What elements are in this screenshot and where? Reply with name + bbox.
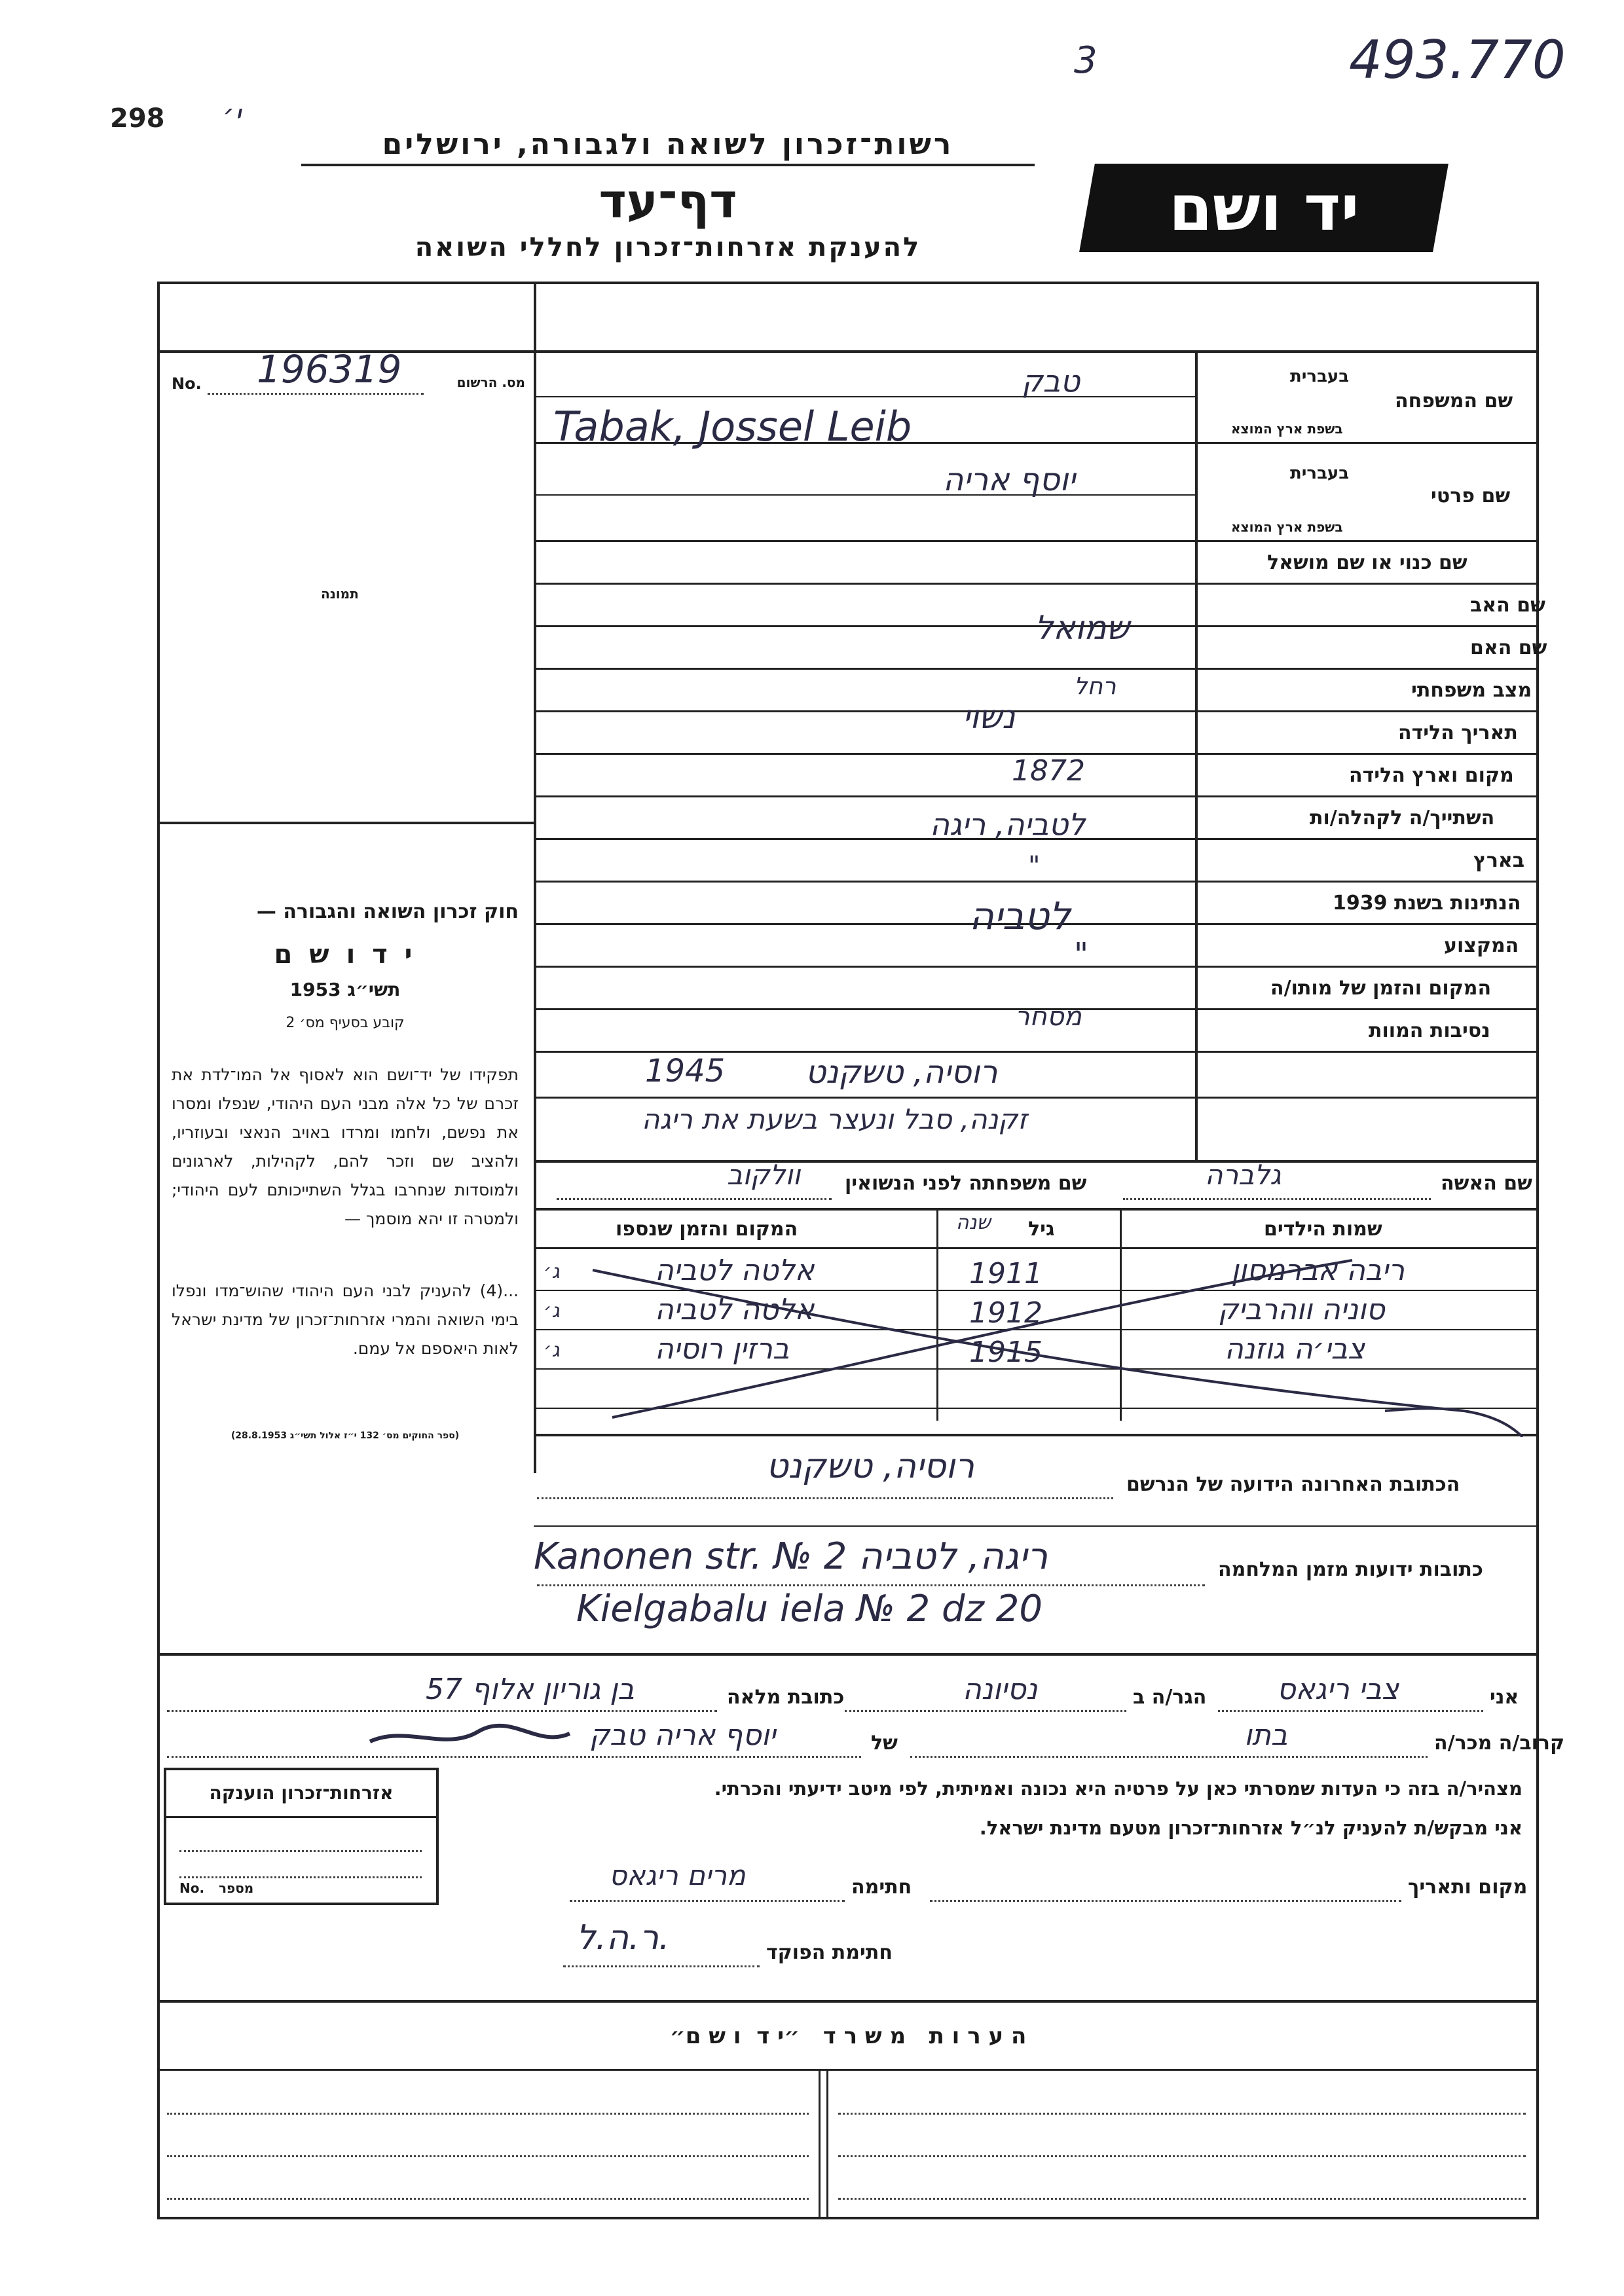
death-year-value[interactable]: 1945 <box>645 1053 726 1089</box>
rule <box>534 1160 1539 1163</box>
nickname-label: שם כנוי או שם מושאל <box>1267 551 1467 574</box>
declarant-ani-label: אני <box>1490 1686 1519 1709</box>
maiden-value[interactable]: וולקוב <box>727 1159 801 1191</box>
residing-label: הגר/ה ב <box>1133 1686 1207 1709</box>
birth-place-value[interactable]: לטביה, ריגה <box>930 807 1086 842</box>
grant-number-he: מספר <box>219 1880 254 1896</box>
birth-date-value[interactable]: 1872 <box>1012 754 1085 788</box>
profession-label: המקצוע <box>1444 934 1519 957</box>
maiden-name-label: שם משפחתה לפני הנשואין <box>845 1172 1087 1195</box>
rule <box>534 668 1539 670</box>
wife-label: שם האשה <box>1441 1172 1532 1195</box>
children-age-note: שנה <box>956 1211 991 1234</box>
death-place-label: המקום והזמן של מותו/ה <box>1270 977 1492 1000</box>
registration-label-en: No. <box>172 374 202 393</box>
wife-value[interactable]: גלברה <box>1205 1159 1282 1191</box>
remarks-title: ה ע ר ו ת מ ש ר ד ״י ד ו ש ם״ <box>669 2023 1027 2049</box>
scribble-path <box>370 1726 570 1741</box>
scribble-strikeout <box>367 1722 576 1755</box>
child-name[interactable]: ריבה אברמסון <box>1231 1254 1405 1287</box>
place-date-label: מקום ותאריך <box>1408 1876 1528 1899</box>
corner-mark: י׳ <box>223 98 242 132</box>
remarks-line[interactable] <box>167 2111 809 2115</box>
law-title: חוק זכרון השואה והגבורה — <box>256 900 519 923</box>
surname-native-value[interactable]: Tabak, Jossel Leib <box>553 403 912 450</box>
firstname-in-hebrew-label: בעברית <box>1290 464 1350 483</box>
rule <box>534 1208 1539 1211</box>
declarant-name-line <box>1218 1709 1483 1712</box>
child-year[interactable]: 1915 <box>969 1336 1043 1369</box>
surname-hebrew-value[interactable]: טבק <box>1022 363 1080 399</box>
citizenship-value[interactable]: " <box>1074 936 1089 973</box>
law-year: תשי״ג 1953 <box>289 979 401 1000</box>
remarks-line[interactable] <box>838 2196 1526 2200</box>
child-year[interactable]: 1911 <box>969 1257 1043 1290</box>
last-address-label: הכתובת האחרונה הידועה של הנרשם <box>1126 1473 1460 1496</box>
form-title: דף־עד <box>599 173 737 228</box>
form-subtitle: להענקת אזרחות־זכרון לחללי השואה <box>415 232 921 263</box>
logo-text: יד ושם <box>1168 171 1359 245</box>
of-line <box>167 1755 861 1758</box>
signature-line <box>570 1899 845 1902</box>
place-date-line[interactable] <box>930 1899 1401 1902</box>
law-citation: (ספר החוקים מס׳ 132 י״ז אלול תשי״ג 28.8.1953) <box>231 1430 460 1441</box>
relation-line <box>910 1755 1428 1758</box>
last-address-line <box>537 1496 1113 1499</box>
last-address-value[interactable]: רוסיה, טשקנט <box>766 1447 974 1486</box>
rule <box>534 540 1539 542</box>
of-label: של <box>871 1732 898 1755</box>
citizenship-label: הנתינות בשנת 1939 <box>1333 892 1521 915</box>
registration-value[interactable]: 196319 <box>257 347 402 392</box>
residing-line <box>845 1709 1126 1712</box>
remarks-line[interactable] <box>838 2111 1526 2115</box>
child-mark: ג׳ <box>544 1300 560 1322</box>
corner-number: 298 <box>110 103 165 134</box>
rule <box>157 2000 1539 2003</box>
cross-out-stroke-3 <box>1385 1408 1522 1437</box>
surname-in-hebrew-label: בעברית <box>1290 367 1350 386</box>
declaration-text: מצהיר/ה בזה כי העדות שמסרתי כאן על פרטיה היא נכונה ואמיתית, לפי מיטב ידיעתי והכרתי. <box>714 1777 1522 1800</box>
relation-label: קרוב/ה מכר/ה <box>1434 1732 1565 1755</box>
child-mark: ג׳ <box>544 1339 560 1362</box>
death-place-value[interactable]: רוסיה, טשקנט <box>805 1054 998 1091</box>
photo-label: תמונה <box>321 586 359 602</box>
cross-out-strokes <box>534 1247 1539 1437</box>
law-text-2: ...(4) להעניק לבני העם היהודי שהוש־מדו ונפלו בימי השואה והמרי אזרחות־זכרון של מדינת ישראל לאות היאספם אל עמם. <box>172 1281 519 1358</box>
signature-value[interactable]: מרים ריגאס <box>609 1859 746 1891</box>
of-value[interactable]: יוסף אריה טבק <box>589 1719 776 1752</box>
relation-value[interactable]: בתו <box>1244 1719 1288 1752</box>
registration-line <box>208 392 424 395</box>
death-cause-label: נסיבות המוות <box>1369 1019 1490 1042</box>
full-address-line <box>167 1709 717 1712</box>
marital-value[interactable]: נשוי <box>963 698 1016 736</box>
cross-out-stroke-2 <box>612 1260 1352 1417</box>
mother-value[interactable]: רחל <box>1074 673 1116 700</box>
yad-vashem-logo <box>1079 164 1449 252</box>
children-names-header: שמות הילדים <box>1264 1218 1382 1241</box>
full-address-value[interactable]: בן גוריון אלוף 57 <box>426 1673 635 1706</box>
rule <box>534 583 1539 585</box>
marital-label: מצב משפחתי <box>1411 679 1532 702</box>
birth-date-label: תאריך הלידה <box>1398 721 1518 744</box>
law-section: קובע בסעיף מס׳ 2 <box>286 1015 405 1031</box>
children-place-header: המקום והזמן שנספו <box>616 1218 798 1241</box>
father-value[interactable]: שמואל <box>1035 609 1130 647</box>
law-text-1: תפקידו של יד־ושם הוא לאסוף אל המו־לדת את זכרם של כל אלה מבני העם היהודי, שנפלו ומסרו את נפשם, ולחמו ומרדו באויב הנאצי ובעוזריו, ולהציב שם וזכר להם, לקהילות, לארגונים ולמוסדות שנחרבו בגלל השתייכותם לעם היהודי; ולמטרה זו יהא מוסמך — <box>172 1065 519 1228</box>
rule <box>534 795 1539 797</box>
officer-line <box>563 1964 760 1967</box>
request-text: אני מבקש/ת להעניק לנ״ל אזרחות־זכרון מטעם מדינת ישראל. <box>979 1817 1522 1839</box>
grant-box-line-2 <box>179 1875 422 1878</box>
rule <box>534 710 1539 712</box>
surname-native-label: בשפת ארץ המוצא <box>1231 421 1343 437</box>
firstname-label: שם פרטי <box>1431 484 1511 507</box>
rule <box>534 396 1195 397</box>
remarks-line[interactable] <box>167 2154 809 2157</box>
rule <box>534 1097 1539 1099</box>
rule <box>157 1653 1539 1656</box>
rule <box>826 2069 828 2219</box>
authority-name: רשות־זכרון לשואה ולגבורה, ירושלים <box>301 128 1035 166</box>
rule <box>534 966 1539 968</box>
full-address-label: כתובת מלאה <box>727 1686 845 1709</box>
child-name[interactable]: צבי׳ה גוזנה <box>1225 1332 1365 1366</box>
grant-number-en: No. <box>179 1880 205 1896</box>
maiden-line <box>557 1197 832 1200</box>
registration-row <box>172 347 525 399</box>
grant-box-line-1 <box>179 1849 422 1852</box>
rule <box>534 494 1195 496</box>
father-label: שם האב <box>1470 594 1545 617</box>
firstname-native-label: בשפת ארץ המוצא <box>1231 519 1343 535</box>
firstname-value[interactable]: יוסף אריה <box>943 462 1076 498</box>
rule <box>166 1816 436 1818</box>
surname-label: שם המשפחה <box>1395 390 1513 412</box>
children-age-header: גיל <box>1028 1218 1055 1241</box>
wartime-address-2[interactable]: Kielgabalu iela № 2 dz 20 <box>576 1588 1043 1630</box>
wife-line <box>1123 1197 1431 1200</box>
officer-signature[interactable]: ר.ה.ל. <box>576 1918 670 1958</box>
child-name[interactable]: סוניה ווהרביק <box>1218 1293 1385 1326</box>
declarant-name[interactable]: צבי ריגאס <box>1277 1673 1399 1706</box>
child-place[interactable]: ברזין רוסיה <box>655 1332 790 1366</box>
child-place[interactable]: אלטה לטביה <box>655 1293 815 1326</box>
death-cause-value[interactable]: זקנה, סבל ונעצר בשעת את ריגה <box>642 1103 1027 1135</box>
wartime-address-1[interactable]: Kanonen str. № 2 ריגה, לטביה <box>534 1535 1048 1578</box>
remarks-line[interactable] <box>838 2154 1526 2157</box>
rule <box>157 822 536 824</box>
grant-box-title: אזרחות־זכרון הוענקה <box>209 1782 394 1804</box>
profession-value[interactable]: מסחר <box>1015 1002 1082 1032</box>
remarks-line[interactable] <box>167 2196 809 2200</box>
rule <box>819 2069 821 2219</box>
child-year[interactable]: 1912 <box>969 1296 1043 1330</box>
child-mark: ג׳ <box>544 1260 560 1283</box>
wartime-line <box>537 1583 1205 1586</box>
country-value[interactable]: לטביה <box>969 894 1071 938</box>
law-name: י ד ו ש ם <box>274 939 416 970</box>
residing-value[interactable]: נסיונה <box>963 1673 1038 1706</box>
cross-out-stroke-1 <box>593 1270 1464 1411</box>
community-value[interactable]: " <box>1028 851 1041 881</box>
grant-box <box>164 1768 439 1905</box>
registration-label-he: מס. הרשום <box>456 374 525 390</box>
archive-number: 493.770 <box>1349 29 1566 90</box>
signature-label: חתימה <box>851 1876 912 1899</box>
birth-place-label: מקום וארץ הלידה <box>1349 764 1514 787</box>
rule <box>157 2069 1539 2071</box>
child-place[interactable]: אלטה לטביה <box>655 1254 815 1287</box>
wartime-label: כתובות ידועות מזמן המלחמה <box>1218 1558 1483 1581</box>
rule <box>534 1525 1539 1527</box>
officer-label: חתימת הפוקד <box>766 1941 893 1964</box>
top-mark: 3 <box>1074 39 1098 82</box>
country-label: בארץ <box>1473 849 1525 872</box>
community-label: השתייך/ה לקהלה/ות <box>1310 807 1495 829</box>
mother-label: שם האם <box>1470 636 1547 659</box>
